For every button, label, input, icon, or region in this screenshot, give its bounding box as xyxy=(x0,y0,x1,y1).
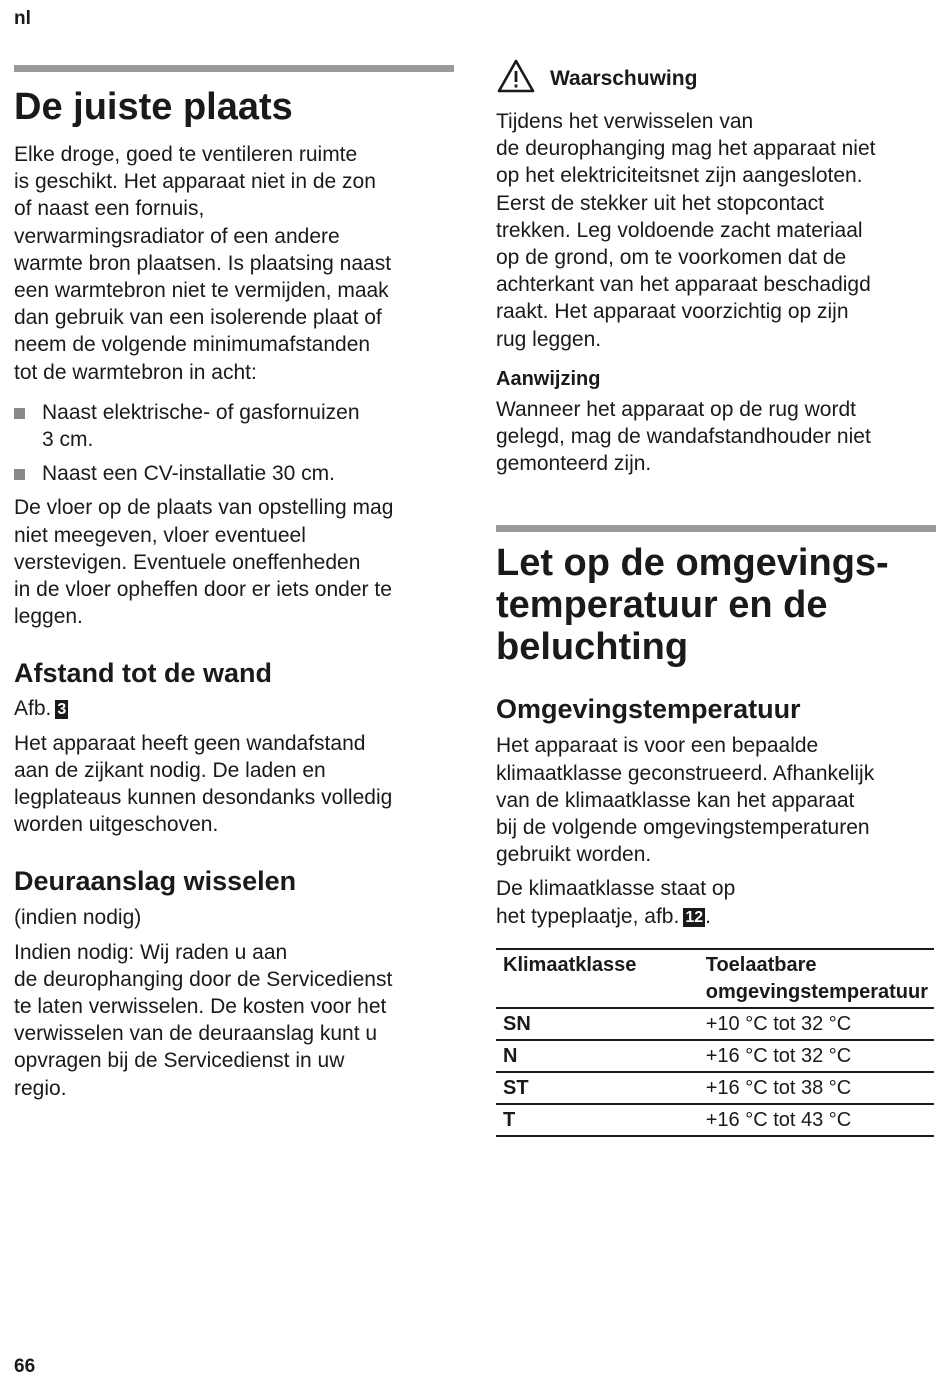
floor-paragraph xyxy=(14,494,454,630)
language-code: nl xyxy=(14,8,31,29)
text-line: aan de zijkant nodig. De laden en xyxy=(14,758,326,782)
header-line: Toelaatbare xyxy=(705,953,817,976)
text-line: leggen. xyxy=(14,605,83,629)
text-line: in de vloer opheffen door er iets onder te xyxy=(14,578,392,602)
bullet-text: 3 cm. xyxy=(42,428,94,452)
text-line: of naast een fornuis, xyxy=(14,197,205,221)
warning-header xyxy=(496,58,936,94)
text-line: Indien nodig: Wij raden u aan xyxy=(14,940,288,964)
header-line: omgevingstemperatuur xyxy=(705,980,928,1003)
text-line: tot de warmtebron in acht: xyxy=(14,360,257,384)
table-header-row xyxy=(496,949,934,1008)
section-rule xyxy=(496,525,936,532)
text-line: een warmtebron niet te vermijden, maak xyxy=(14,279,389,303)
section-title xyxy=(496,542,936,668)
text-line: Het apparaat is voor een bepaalde xyxy=(496,734,819,758)
text-line: Het apparaat heeft geen wandafstand xyxy=(14,731,366,755)
class-cell: T xyxy=(503,1108,516,1131)
bullet-square-icon xyxy=(14,408,25,419)
text-line: opvragen bij de Servicedienst in uw xyxy=(14,1049,345,1073)
temperature-cell: +10 °C tot 32 °C xyxy=(705,1012,852,1035)
text-line: van de klimaatklasse kan het apparaat xyxy=(496,788,855,812)
right-column xyxy=(496,0,936,1137)
bullet-list xyxy=(14,399,454,488)
text-line: bij de volgende omgevingstemperaturen xyxy=(496,816,870,840)
text-line: klimaatklasse geconstrueerd. Afhankelijk xyxy=(496,761,875,785)
warning-label: Waarschuwing xyxy=(550,67,698,90)
text-line: worden uitgeschoven. xyxy=(14,813,219,837)
ambient-temperature-heading: Omgevingstemperatuur xyxy=(496,694,801,725)
text-line: is geschikt. Het apparaat niet in de zon xyxy=(14,170,376,194)
table-row xyxy=(496,1008,934,1040)
note-paragraph xyxy=(496,396,936,478)
text-line: op het elektriciteitsnet zijn aangesloten. xyxy=(496,164,863,188)
wall-paragraph xyxy=(14,730,454,839)
class-text-end: . xyxy=(705,904,711,928)
text-line: Eerst de stekker uit het stopcontact xyxy=(496,191,825,215)
table-row xyxy=(496,1040,934,1072)
text-line: Elke droge, goed te ventileren ruimte xyxy=(14,143,358,166)
text-line: gemonteerd zijn. xyxy=(496,452,652,476)
door-note: (indien nodig) xyxy=(14,906,142,930)
text-line: raakt. Het apparaat voorzichtig op zijn xyxy=(496,300,849,324)
text-line: dan gebruik van een isolerende plaat of xyxy=(14,306,382,330)
figure-reference xyxy=(14,695,454,722)
left-column xyxy=(14,0,454,1102)
note-heading: Aanwijzing xyxy=(496,367,601,390)
text-line: achterkant van het apparaat beschadigd xyxy=(496,273,871,297)
column-header-temperature xyxy=(699,949,934,1008)
text-line: Wanneer het apparaat op de rug wordt xyxy=(496,397,856,421)
bullet-text: Naast een CV-installatie 30 cm. xyxy=(42,462,335,486)
text-line: De vloer op de plaats van opstelling mag xyxy=(14,496,394,520)
table-row xyxy=(496,1104,934,1136)
text-line: neem de volgende minimumafstanden xyxy=(14,333,371,357)
bullet-square-icon xyxy=(14,469,25,480)
class-cell: SN xyxy=(503,1012,531,1035)
text-line: Tijdens het verwisselen van xyxy=(496,110,754,133)
text-line: verwarmingsradiator of een andere xyxy=(14,224,340,248)
text-line: rug leggen. xyxy=(496,327,602,351)
text-line: De klimaatklasse staat op xyxy=(496,877,736,901)
intro-paragraph xyxy=(14,141,454,386)
wall-distance-heading: Afstand tot de wand xyxy=(14,658,272,689)
section-title: De juiste plaats xyxy=(14,86,293,128)
title-line: Let op de omgevings- xyxy=(496,542,889,585)
text-line: de deurophanging mag het apparaat niet xyxy=(496,137,876,161)
temperature-cell: +16 °C tot 43 °C xyxy=(705,1108,852,1131)
class-text: het typeplaatje, afb. xyxy=(496,904,680,928)
text-line: regio. xyxy=(14,1076,67,1100)
list-item xyxy=(14,460,454,487)
list-item xyxy=(14,399,454,453)
class-cell: ST xyxy=(503,1076,529,1099)
class-cell: N xyxy=(503,1044,518,1067)
figure-number-badge: 3 xyxy=(57,701,67,719)
warning-triangle-icon xyxy=(496,58,536,94)
temperature-cell: +16 °C tot 38 °C xyxy=(705,1076,852,1099)
figure-number-badge: 12 xyxy=(685,908,704,926)
text-line: trekken. Leg voldoende zacht materiaal xyxy=(496,218,863,242)
text-line: niet meegeven, vloer eventueel xyxy=(14,523,306,547)
climate-class-paragraph xyxy=(496,875,936,929)
column-header-class: Klimaatklasse xyxy=(503,953,637,976)
bullet-text: Naast elektrische- of gasfornuizen xyxy=(42,400,360,424)
title-line: temperatuur en de xyxy=(496,584,828,627)
text-line: op de grond, om te voorkomen dat de xyxy=(496,246,847,270)
text-line: gebruikt worden. xyxy=(496,843,652,867)
figure-label: Afb. xyxy=(14,697,52,721)
climate-class-table xyxy=(496,948,934,1137)
table-row xyxy=(496,1072,934,1104)
section-rule xyxy=(14,65,454,72)
text-line: legplateaus kunnen desondanks volledig xyxy=(14,786,393,810)
text-line: warmte bron plaatsen. Is plaatsing naast xyxy=(14,251,392,275)
ambient-paragraph xyxy=(496,732,936,868)
text-line xyxy=(496,903,936,930)
warning-paragraph xyxy=(496,108,936,353)
text-line: verwisselen van de deuraanslag kunt u xyxy=(14,1022,378,1046)
text-line: te laten verwisselen. De kosten voor het xyxy=(14,995,387,1019)
text-line: verstevigen. Eventuele oneffenheden xyxy=(14,550,361,574)
text-line: gelegd, mag de wandafstandhouder niet xyxy=(496,425,871,449)
text-line: de deurophanging door de Servicedienst xyxy=(14,967,393,991)
temperature-cell: +16 °C tot 32 °C xyxy=(705,1044,852,1067)
title-line: beluchting xyxy=(496,626,689,669)
door-hinge-heading: Deuraanslag wisselen xyxy=(14,866,297,897)
door-paragraph xyxy=(14,939,454,1102)
page-number: 66 xyxy=(14,1356,36,1377)
